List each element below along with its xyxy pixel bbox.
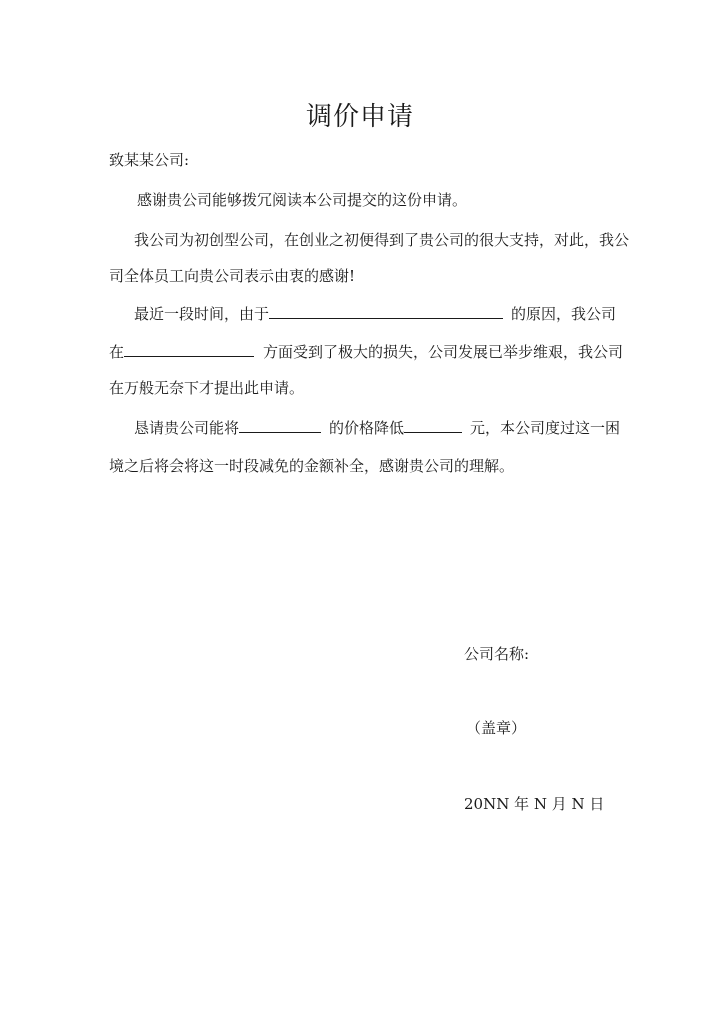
paragraph-2-line-1: 我公司为初创型公司，在创业之初便得到了贵公司的很大支持，对此，我公 [134, 231, 630, 249]
document-title: 调价申请 [305, 102, 414, 132]
seal-label: （盖章） [466, 719, 527, 737]
paragraph-4-text-c: 元，本公司度过这一困 [470, 419, 621, 437]
paragraph-3-line-2 [109, 342, 623, 362]
paragraph-1: 感谢贵公司能够拨冗阅读本公司提交的这份申请。 [137, 191, 468, 209]
amount-blank [404, 418, 462, 433]
paragraph-4-line-2: 境之后将会将这一时段减免的金额补全，感谢贵公司的理解。 [109, 457, 515, 475]
paragraph-3-text-b: 的原因，我公司 [511, 305, 617, 323]
company-name-label: 公司名称: [464, 645, 530, 663]
paragraph-3-text-d: 方面受到了极大的损失，公司发展已举步维艰，我公司 [263, 343, 624, 361]
paragraph-4-text-b: 的价格降低 [329, 419, 405, 437]
paragraph-4-text-a: 恳请贵公司能将 [134, 419, 240, 437]
paragraph-3-text-a: 最近一段时间，由于 [134, 305, 270, 323]
paragraph-3-line-3: 在万般无奈下才提出此申请。 [109, 379, 305, 397]
paragraph-3-text-c: 在 [109, 343, 125, 361]
paragraph-2-line-2: 司全体员工向贵公司表示由衷的感谢! [109, 267, 356, 285]
aspect-blank [124, 342, 254, 357]
paragraph-4-line-1 [134, 418, 620, 438]
salutation: 致某某公司: [109, 151, 190, 169]
date-label: 20NN 年 N 月 N 日 [464, 795, 605, 813]
paragraph-3-line-1 [134, 304, 616, 324]
item-blank [239, 418, 321, 433]
reason-blank [269, 304, 503, 319]
